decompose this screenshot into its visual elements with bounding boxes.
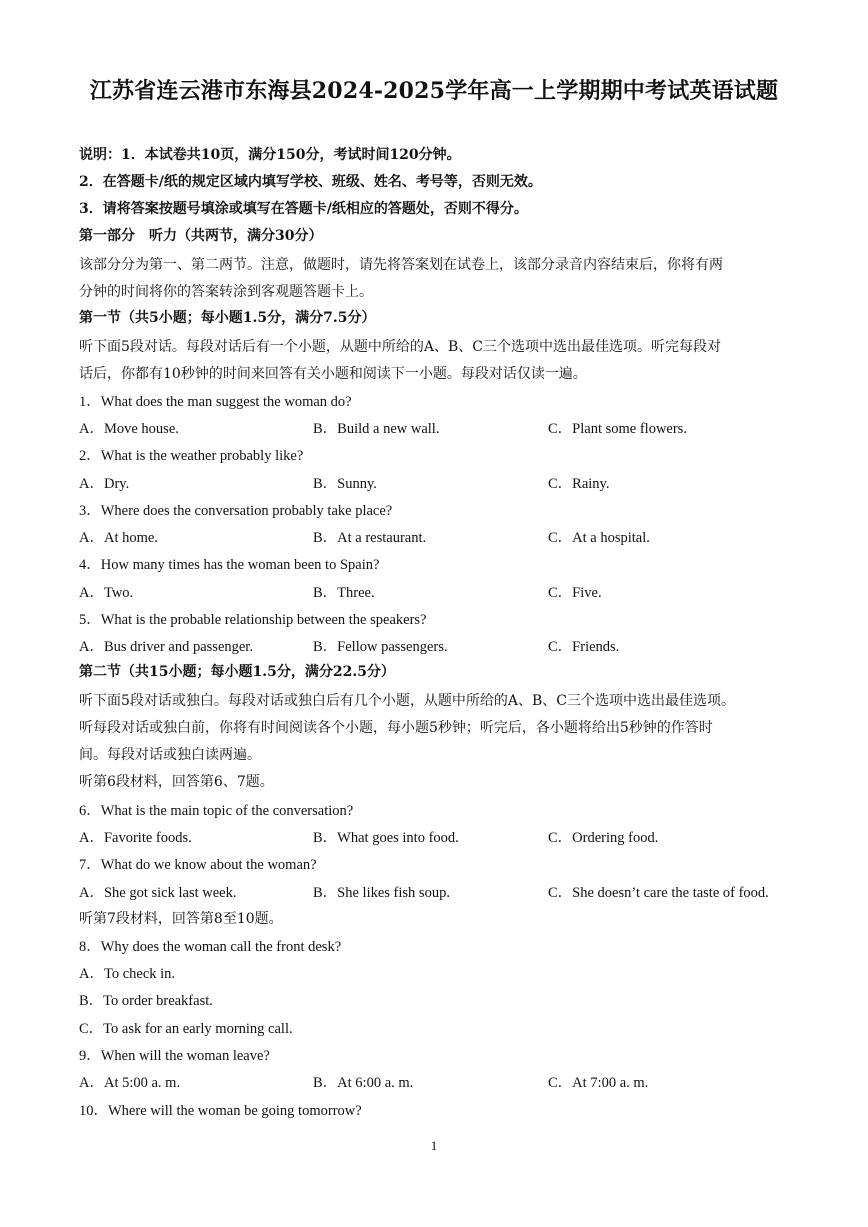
question-5: 5．What is the probable relationship between the speakers?	[79, 612, 427, 628]
section1-heading: 第一节（共5小题；每小题1.5分，满分7.5分）	[79, 310, 376, 326]
q7-option-a: A．She got sick last week.	[79, 885, 237, 901]
q1-option-c: C．Plant some flowers.	[548, 421, 687, 437]
q8-option-b: B．To order breakfast.	[79, 993, 213, 1009]
section2-heading: 第二节（共15小题；每小题1.5分，满分22.5分）	[79, 664, 395, 680]
section1-intro-line-2: 话后，你都有10秒钟的时间来回答有关小题和阅读下一小题。每段对话仅读一遍。	[79, 366, 587, 382]
q5-option-a: A．Bus driver and passenger.	[79, 639, 253, 655]
q3-option-a: A．At home.	[79, 530, 158, 546]
q7-option-c: C．She doesn’t care the taste of food.	[548, 885, 769, 901]
part1-intro-line-1: 该部分分为第一、第二两节。注意，做题时，请先将答案划在试卷上，该部分录音内容结束后，你将有两	[79, 257, 723, 273]
page-number: 1	[430, 1138, 438, 1153]
q9-option-c: C．At 7:00 a. m.	[548, 1075, 649, 1091]
q3-option-c: C．At a hospital.	[548, 530, 650, 546]
q2-option-a: A．Dry.	[79, 476, 130, 492]
q4-option-c: C．Five.	[548, 585, 602, 601]
instruction-1: 说明：1．本试卷共10页，满分150分，考试时间120分钟。	[79, 147, 461, 163]
q7-option-b: B．She likes fish soup.	[313, 885, 450, 901]
question-1: 1．What does the man suggest the woman do?	[79, 394, 352, 410]
q1-option-b: B．Build a new wall.	[313, 421, 440, 437]
part1-heading: 第一部分 听力（共两节，满分30分）	[79, 228, 323, 244]
q4-option-b: B．Three.	[313, 585, 375, 601]
q6-option-c: C．Ordering food.	[548, 830, 659, 846]
exam-title: 江苏省连云港市东海县2024-2025学年高一上学期期中考试英语试题	[89, 78, 779, 104]
q9-option-a: A．At 5:00 a. m.	[79, 1075, 181, 1091]
section2-intro-line-1: 听下面5段对话或独白。每段对话或独白后有几个小题，从题中所给的A、B、C三个选项中选出最佳选项。	[79, 693, 736, 709]
material-6-note: 听第6段材料，回答第6、7题。	[79, 774, 274, 790]
q2-option-b: B．Sunny.	[313, 476, 377, 492]
q8-option-c: C．To ask for an early morning call.	[79, 1021, 293, 1037]
question-8: 8．Why does the woman call the front desk?	[79, 939, 342, 955]
question-7: 7．What do we know about the woman?	[79, 857, 317, 873]
question-9: 9．When will the woman leave?	[79, 1048, 270, 1064]
q5-option-c: C．Friends.	[548, 639, 620, 655]
instruction-3: 3．请将答案按题号填涂或填写在答题卡/纸相应的答题处，否则不得分。	[79, 201, 528, 217]
q2-option-c: C．Rainy.	[548, 476, 610, 492]
question-3: 3．Where does the conversation probably take place?	[79, 503, 393, 519]
part1-intro-line-2: 分钟的时间将你的答案转涂到客观题答题卡上。	[79, 284, 373, 300]
instruction-2: 2．在答题卡/纸的规定区域内填写学校、班级、姓名、考号等，否则无效。	[79, 174, 542, 190]
q6-option-b: B．What goes into food.	[313, 830, 459, 846]
section2-intro-line-2: 听每段对话或独白前，你将有时间阅读各个小题，每小题5秒钟；听完后，各小题将给出5秒钟的作答时	[79, 720, 713, 736]
q8-option-a: A．To check in.	[79, 966, 176, 982]
section2-intro-line-3: 间。每段对话或独白读两遍。	[79, 747, 261, 763]
question-6: 6．What is the main topic of the conversation?	[79, 803, 354, 819]
q1-option-a: A．Move house.	[79, 421, 179, 437]
section1-intro-line-1: 听下面5段对话。每段对话后有一个小题，从题中所给的A、B、C三个选项中选出最佳选项。听完每段对	[79, 339, 722, 355]
q4-option-a: A．Two.	[79, 585, 134, 601]
q3-option-b: B．At a restaurant.	[313, 530, 427, 546]
question-4: 4．How many times has the woman been to Spain?	[79, 557, 380, 573]
material-7-note: 听第7段材料，回答第8至10题。	[79, 911, 283, 927]
question-10: 10．Where will the woman be going tomorrow?	[79, 1103, 362, 1119]
q5-option-b: B．Fellow passengers.	[313, 639, 448, 655]
question-2: 2．What is the weather probably like?	[79, 448, 304, 464]
q6-option-a: A．Favorite foods.	[79, 830, 192, 846]
q9-option-b: B．At 6:00 a. m.	[313, 1075, 414, 1091]
